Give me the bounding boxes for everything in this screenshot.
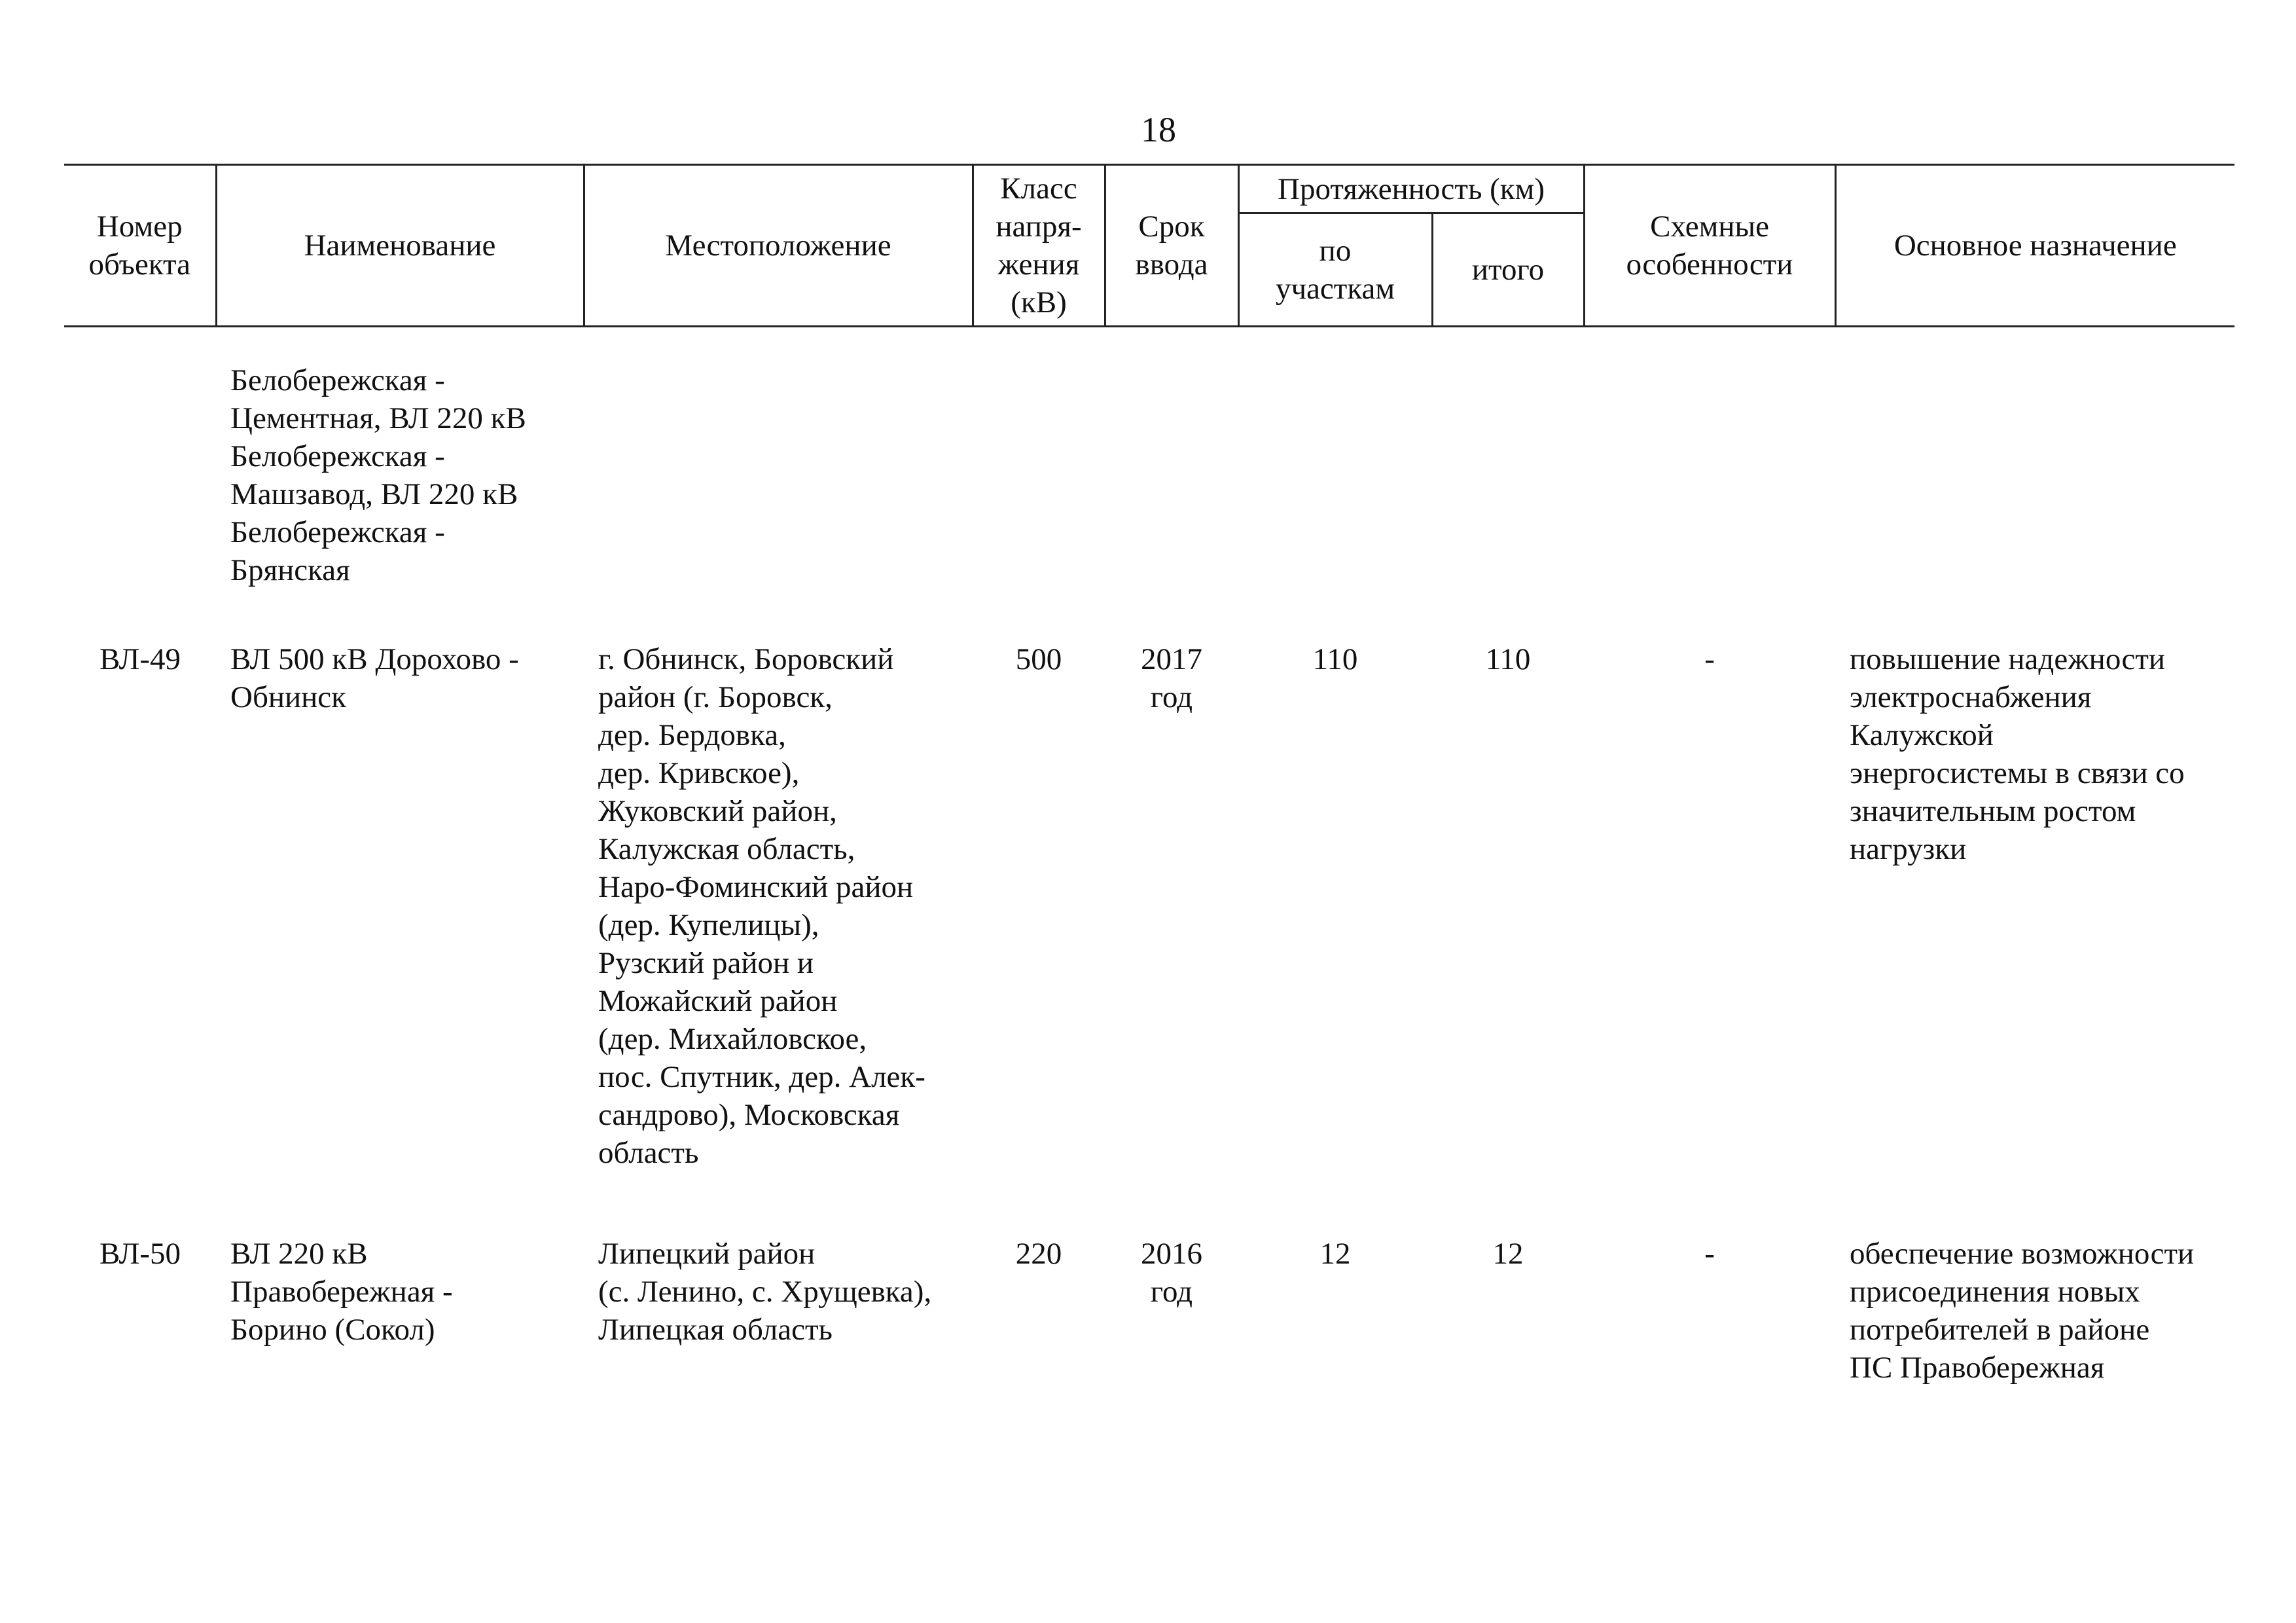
row-length-total: 12 bbox=[1492, 1237, 1524, 1271]
row-name: ВЛ 500 кВ Дорохово - Обнинск bbox=[230, 642, 519, 714]
header-purpose: Основное назначение bbox=[1835, 165, 2234, 327]
row-term: 2016 год bbox=[1141, 1237, 1202, 1309]
continuation-name: Белобережская - Цементная, ВЛ 220 кВ Белобережская - Машзавод, ВЛ 220 кВ Белобережская - Брянская bbox=[230, 363, 526, 587]
header-length-total: итого bbox=[1432, 213, 1584, 327]
row-length-total: 110 bbox=[1485, 642, 1531, 676]
row-features: - bbox=[1704, 1237, 1715, 1271]
table-header bbox=[64, 165, 2234, 327]
table-row bbox=[64, 1202, 2234, 1417]
header-object-number: Номер объекта bbox=[64, 165, 216, 327]
row-location: г. Обнинск, Боровский район (г. Боровск, дер. Бердовка, дер. Кривское), Жуковский район, Калужская область, Наро-Фоминский район (дер. Купелицы), Рузский район и Можайский район (дер. Михайловское, пос. Спутник, дер. Алек- сандрово), Московская область bbox=[598, 642, 925, 1170]
row-length-sections: 110 bbox=[1312, 642, 1358, 676]
table-row-continuation bbox=[64, 327, 2234, 608]
row-name: ВЛ 220 кВ Правобережная - Борино (Сокол) bbox=[230, 1237, 453, 1347]
row-voltage: 500 bbox=[1015, 642, 1062, 676]
header-location: Местоположение bbox=[584, 165, 973, 327]
header-length-group: Протяженность (км) bbox=[1238, 165, 1584, 213]
header-length-by-section: по участкам bbox=[1238, 213, 1432, 327]
row-features: - bbox=[1704, 642, 1715, 676]
table-row bbox=[64, 608, 2234, 1202]
header-name: Наименование bbox=[216, 165, 584, 327]
power-lines-table bbox=[64, 164, 2234, 1417]
row-number: ВЛ-49 bbox=[99, 642, 181, 676]
header-scheme-features: Схемные особенности bbox=[1584, 165, 1835, 327]
row-number: ВЛ-50 bbox=[99, 1237, 181, 1271]
row-term: 2017 год bbox=[1141, 642, 1202, 714]
page-number: 18 bbox=[1141, 110, 1176, 149]
header-voltage-class: Класс напря- жения (кВ) bbox=[973, 165, 1105, 327]
row-purpose: обеспечение возможности присоединения новых потребителей в районе ПС Правобережная bbox=[1850, 1237, 2195, 1385]
header-commissioning: Срок ввода bbox=[1105, 165, 1238, 327]
row-length-sections: 12 bbox=[1319, 1237, 1351, 1271]
row-location: Липецкий район (с. Ленино, с. Хрущевка), Липецкая область bbox=[598, 1237, 932, 1347]
row-purpose: повышение надежности электроснабжения Калужской энергосистемы в связи со значительным ростом нагрузки bbox=[1850, 642, 2185, 866]
row-voltage: 220 bbox=[1015, 1237, 1062, 1271]
